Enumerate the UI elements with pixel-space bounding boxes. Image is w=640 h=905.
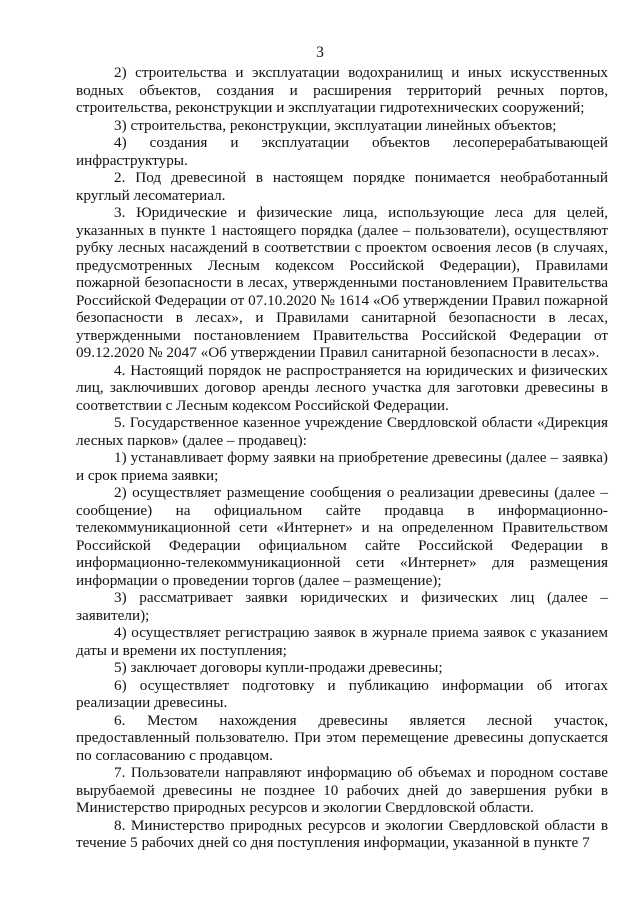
document-body: [76, 64, 608, 852]
paragraph-clause-8: 8. Министерство природных ресурсов и экологии Свердловской области в течение 5 рабочих дней со дня поступления информации, указанной в пункте 7: [76, 816, 608, 851]
paragraph-clause-5-item-2: 2) осуществляет размещение сообщения о реализации древесины (далее – сообщение) на официальном сайте продавца в информационно-телекоммуникационной сети «Интернет» и на определенном Правительством Российской Федерации официальном сайте Российской Федерации в информационно-телекоммуникационной сети «Интернет» для размещения информации о проведении торгов (далее – размещение);: [76, 484, 608, 589]
paragraph-clause-5-item-5: 5) заключает договоры купли-продажи древесины;: [114, 659, 443, 676]
paragraph-clause-5-item-4: 4) осуществляет регистрацию заявок в журнале приема заявок с указанием даты и времени их поступления;: [76, 624, 608, 659]
paragraph-clause-5-item-6: 6) осуществляет подготовку и публикацию информации об итогах реализации древесины.: [76, 676, 608, 711]
paragraph-clause-7: 7. Пользователи направляют информацию об объемах и породном составе вырубаемой древесины не позднее 10 рабочих дней до завершения рубки в Министерство природных ресурсов и экологии Свердловской области.: [76, 764, 608, 816]
page-number: 3: [316, 44, 324, 61]
paragraph-clause-6: 6. Местом нахождения древесины является лесной участок, предоставленный пользователю. При этом перемещение древесины допускается по согласованию с продавцом.: [76, 711, 608, 764]
paragraph-clause-2: 2. Под древесиной в настоящем порядке понимается необработанный круглый лесоматериал.: [76, 169, 608, 204]
paragraph-item-4-infrastructure: 4) создания и эксплуатации объектов лесоперерабатывающей инфраструктуры.: [76, 134, 608, 169]
paragraph-clause-5-item-3: 3) рассматривает заявки юридических и физических лиц (далее – заявители);: [76, 589, 608, 624]
paragraph-clause-3: 3. Юридические и физические лица, использующие леса для целей, указанных в пункте 1 настоящего порядка (далее – пользователи), осуществляют рубку лесных насаждений в соответствии с проектом освоения лесов (в случаях, предусмотренных Лесным кодексом Российской Федерации), Правилами пожарной безопасности в лесах, утвержденными постановлением Правительства Российской Федерации от 07.10.2020 № 1614 «Об утверждении Правил пожарной безопасности в лесах», и Правилами санитарной безопасности в лесах, утвержденными постановлением Правительства Российской Федерации от 09.12.2020 № 2047 «Об утверждении Правил санитарной безопасности в лесах».: [76, 204, 608, 361]
paragraph-clause-4: 4. Настоящий порядок не распространяется на юридических и физических лиц, заключивших договор аренды лесного участка для заготовки древесины в соответствии с Лесным кодексом Российской Федерации.: [76, 361, 608, 414]
paragraph-item-2-reservoirs: 2) строительства и эксплуатации водохранилищ и иных искусственных водных объектов, создания и расширения территорий речных портов, строительства, реконструкции и эксплуатации гидротехнических сооружений;: [76, 64, 608, 116]
paragraph-clause-5: 5. Государственное казенное учреждение Свердловской области «Дирекция лесных парков» (далее – продавец):: [76, 414, 608, 449]
paragraph-item-3-linear-objects: 3) строительства, реконструкции, эксплуатации линейных объектов;: [114, 116, 557, 134]
paragraph-clause-5-item-1: 1) устанавливает форму заявки на приобретение древесины (далее – заявка) и срок приема заявки;: [76, 449, 608, 484]
